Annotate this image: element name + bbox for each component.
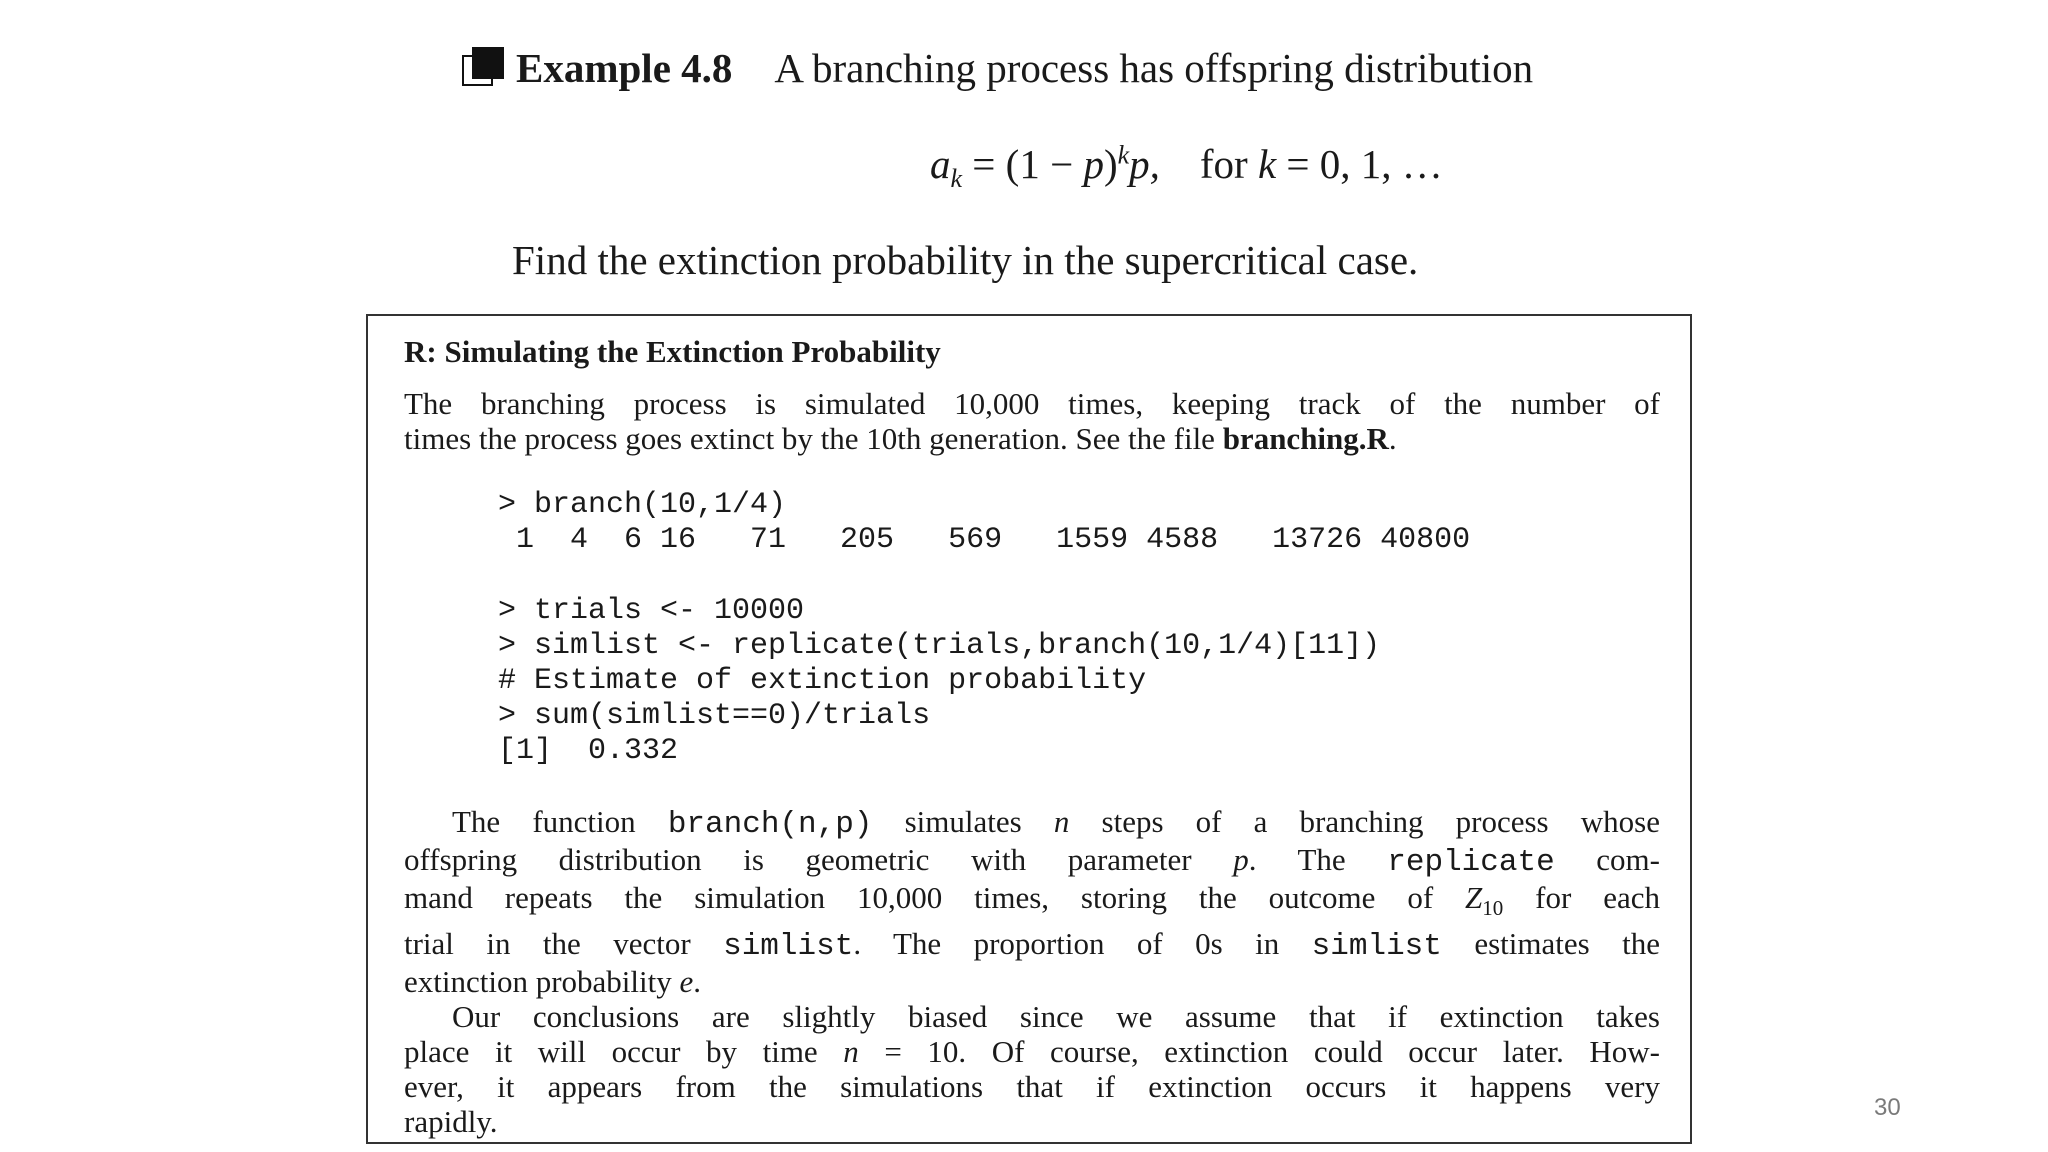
page-number: 30 xyxy=(1874,1094,1901,1121)
desc-line: rapidly. xyxy=(404,1104,498,1140)
r-box-description xyxy=(404,804,1660,1139)
file-name: branching.R xyxy=(1222,421,1389,456)
desc-line: offspring distribution is geometric with parameter p. The replicate com- xyxy=(404,842,1660,880)
r-box-intro: The branching process is simulated 10,000 times, keeping track of the number of times the process goes extinct by the 10th generation. See the file branching.R. xyxy=(404,386,1660,456)
desc-line: place it will occur by time n = 10. Of course, extinction could occur later. How- xyxy=(404,1034,1660,1070)
r-box-title: R: Simulating the Extinction Probability xyxy=(404,334,941,369)
r-simulation-box xyxy=(366,314,1692,1144)
code-line: > trials <- 10000 xyxy=(498,594,805,628)
desc-line: extinction probability e. xyxy=(404,964,702,1000)
code-line: > branch(10,1/4) xyxy=(498,488,787,522)
example-heading xyxy=(462,40,1533,96)
code-comment: # Estimate of extinction probability xyxy=(498,664,1147,698)
desc-line: mand repeats the simulation 10,000 times, storing the outcome of $Z_{10}$ for each xyxy=(404,880,1660,921)
desc-line: The function branch(n,p) simulates n steps of a branching process whose xyxy=(452,804,1660,842)
example-statement: A branching process has offspring distribution xyxy=(774,45,1534,91)
code-line: > sum(simlist==0)/trials xyxy=(498,699,931,733)
example-task: Find the extinction probability in the supercritical case. xyxy=(512,237,1419,283)
offspring-formula: $a_k = (1 - p)^kp$, for k = 0, 1, … xyxy=(930,140,1443,194)
code-output: 1 4 6 16 71 205 569 1559 4588 13726 40800 xyxy=(498,523,1471,557)
desc-line: Our conclusions are slightly biased since we assume that if extinction takes xyxy=(452,999,1660,1035)
desc-line: trial in the vector simlist. The proportion of 0s in simlist estimates the xyxy=(404,926,1660,965)
code-line: > simlist <- replicate(trials,branch(10,1/4)[11]) xyxy=(498,629,1381,663)
code-block-branch xyxy=(498,488,1470,558)
example-label: Example 4.8 xyxy=(516,45,733,91)
code-output: [1] 0.332 xyxy=(498,734,679,768)
desc-line: ever, it appears from the simulations that if extinction occurs it happens very xyxy=(404,1069,1660,1105)
code-block-simulation xyxy=(498,594,1380,769)
example-marker-icon xyxy=(462,47,504,89)
